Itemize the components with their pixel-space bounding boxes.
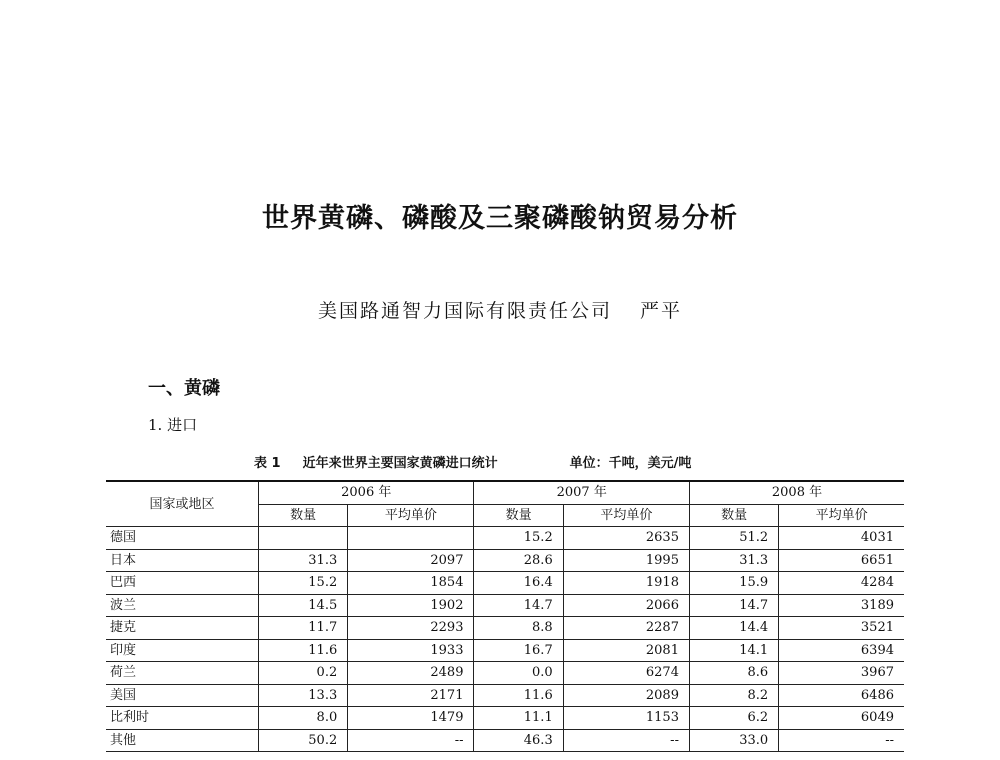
country-cell: 美国 [106,684,259,707]
unit-price-cell: 1854 [348,572,474,595]
quantity-cell: 14.5 [259,594,348,617]
year-header-row [106,481,904,504]
quantity-cell: 14.4 [689,617,778,640]
unit-price-cell: 3967 [779,662,904,685]
quantity-cell: 15.2 [474,527,563,550]
sub-header-unit-price: 平均单价 [348,504,474,527]
unit-price-cell: 1995 [563,549,689,572]
table-row [106,572,904,595]
quantity-cell [259,527,348,550]
unit-price-cell: 3189 [779,594,904,617]
table-row [106,684,904,707]
quantity-cell: 11.6 [474,684,563,707]
quantity-cell: 31.3 [259,549,348,572]
unit-price-cell: 4284 [779,572,904,595]
table-row [106,707,904,730]
year-header-2006: 2006 年 [259,481,474,504]
country-cell: 其他 [106,729,259,752]
country-cell: 印度 [106,639,259,662]
quantity-cell: 15.9 [689,572,778,595]
sub-header-unit-price: 平均单价 [779,504,904,527]
table-row [106,729,904,752]
unit-price-cell: 2066 [563,594,689,617]
quantity-cell: 8.8 [474,617,563,640]
unit-price-cell: 6049 [779,707,904,730]
quantity-cell: 15.2 [259,572,348,595]
quantity-cell: 0.2 [259,662,348,685]
country-cell: 德国 [106,527,259,550]
document-title: 世界黄磷、磷酸及三聚磷酸钠贸易分析 [262,203,738,234]
quantity-cell: 0.0 [474,662,563,685]
unit-price-cell: 2489 [348,662,474,685]
unit-price-cell: 2287 [563,617,689,640]
unit-price-cell: 6486 [779,684,904,707]
table-row [106,549,904,572]
unit-price-cell: 1153 [563,707,689,730]
country-cell: 荷兰 [106,662,259,685]
table-row [106,594,904,617]
table-body [106,527,904,752]
import-table [106,480,904,752]
table-row [106,527,904,550]
quantity-cell: 8.2 [689,684,778,707]
unit-price-cell: 3521 [779,617,904,640]
quantity-cell: 13.3 [259,684,348,707]
unit-price-cell: -- [348,729,474,752]
unit-price-cell: 6394 [779,639,904,662]
sub-header-quantity: 数量 [689,504,778,527]
table-number: 表 1 [254,456,281,471]
quantity-cell: 16.4 [474,572,563,595]
unit-price-cell: -- [563,729,689,752]
author-line [0,296,1000,323]
unit-price-cell: 4031 [779,527,904,550]
quantity-cell: 8.0 [259,707,348,730]
quantity-cell: 11.1 [474,707,563,730]
unit-price-cell [348,527,474,550]
table-row [106,662,904,685]
table-row [106,617,904,640]
quantity-cell: 33.0 [689,729,778,752]
country-cell: 比利时 [106,707,259,730]
subsection-heading: 1. 进口 [148,416,198,434]
sub-header-unit-price: 平均单价 [563,504,689,527]
sub-header-quantity: 数量 [259,504,348,527]
unit-price-cell: 2081 [563,639,689,662]
unit-price-cell: 1479 [348,707,474,730]
unit-price-cell: 2097 [348,549,474,572]
quantity-cell: 50.2 [259,729,348,752]
unit-price-cell: 6651 [779,549,904,572]
sub-header-quantity: 数量 [474,504,563,527]
unit-price-cell: 2171 [348,684,474,707]
unit-price-cell: -- [779,729,904,752]
unit-price-cell: 2293 [348,617,474,640]
unit-price-cell: 2635 [563,527,689,550]
table-unit: 单位：千吨，美元/吨 [569,456,692,471]
country-cell: 捷克 [106,617,259,640]
table-row [106,639,904,662]
quantity-cell: 11.7 [259,617,348,640]
table-title: 近年来世界主要国家黄磷进口统计 [302,456,498,471]
unit-price-cell: 6274 [563,662,689,685]
section-heading: 一、黄磷 [148,378,220,399]
quantity-cell: 14.7 [474,594,563,617]
table-caption [254,452,691,471]
quantity-cell: 6.2 [689,707,778,730]
quantity-cell: 51.2 [689,527,778,550]
quantity-cell: 28.6 [474,549,563,572]
country-cell: 日本 [106,549,259,572]
country-cell: 波兰 [106,594,259,617]
country-column-header: 国家或地区 [106,481,259,527]
quantity-cell: 14.7 [689,594,778,617]
author-organization: 美国路通智力国际有限责任公司 [317,300,612,322]
quantity-cell: 11.6 [259,639,348,662]
unit-price-cell: 1902 [348,594,474,617]
country-cell: 巴西 [106,572,259,595]
quantity-cell: 16.7 [474,639,563,662]
unit-price-cell: 1933 [348,639,474,662]
quantity-cell: 14.1 [689,639,778,662]
unit-price-cell: 1918 [563,572,689,595]
quantity-cell: 31.3 [689,549,778,572]
quantity-cell: 46.3 [474,729,563,752]
year-header-2008: 2008 年 [689,481,904,504]
unit-price-cell: 2089 [563,684,689,707]
quantity-cell: 8.6 [689,662,778,685]
author-name: 严平 [640,300,683,322]
year-header-2007: 2007 年 [474,481,689,504]
